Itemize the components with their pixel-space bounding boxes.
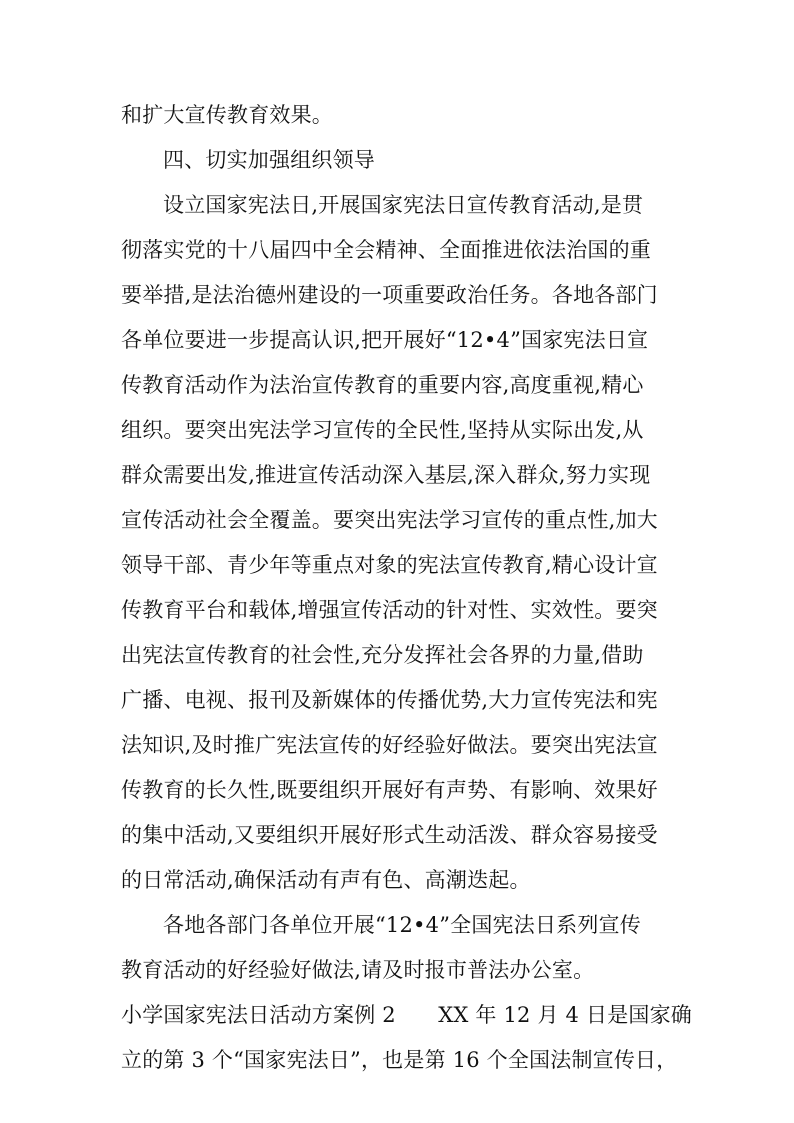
text-line-10: 宣传活动社会全覆盖。要突出宪法学习宣传的重点性,加大 (121, 508, 658, 532)
text-line-1: 和扩大宣传教育效果。 (121, 103, 333, 127)
text-line-22: 立的第 3 个“国家宪法日”，也是第 16 个全国法制宣传日， (121, 1048, 678, 1072)
text-line-14: 广播、电视、报刊及新媒体的传播优势,大力宣传宪法和宪 (121, 688, 658, 712)
text-line-9: 群众需要出发,推进宣传活动深入基层,深入群众,努力实现 (121, 463, 651, 487)
text-line-15: 法知识,及时推广宪法宣传的好经验好做法。要突出宪法宣 (121, 733, 658, 757)
text-line-17: 的集中活动,又要组织开展好形式生动活泼、群众容易接受 (121, 823, 658, 847)
text-line-11: 领导干部、青少年等重点对象的宪法宣传教育,精心设计宣 (121, 553, 658, 577)
text-line-19: 各地各部门各单位开展“12•4”全国宪法日系列宣传 (163, 913, 641, 937)
text-line-13: 出宪法宣传教育的社会性,充分发挥社会各界的力量,借助 (121, 643, 644, 667)
text-line-5: 要举措,是法治德州建设的一项重要政治任务。各地各部门 (121, 283, 658, 307)
text-line-7: 传教育活动作为法治宣传教育的重要内容,高度重视,精心 (121, 373, 644, 397)
text-line-4: 彻落实党的十八届四中全会精神、全面推进依法治国的重 (121, 238, 651, 262)
text-line-8: 组织。要突出宪法学习宣传的全民性,坚持从实际出发,从 (121, 418, 644, 442)
text-line-6: 各单位要进一步提高认识,把开展好“12•4”国家宪法日宣 (121, 328, 649, 352)
text-line-12: 传教育平台和载体,增强宣传活动的针对性、实效性。要突 (121, 598, 658, 622)
section-heading-4: 四、切实加强组织领导 (163, 148, 375, 172)
text-line-3: 设立国家宪法日,开展国家宪法日宣传教育活动,是贯 (163, 193, 644, 217)
text-line-16: 传教育的长久性,既要组织开展好有声势、有影响、效果好 (121, 778, 658, 802)
text-line-20: 教育活动的好经验好做法,请及时报市普法办公室。 (121, 958, 595, 982)
text-line-18: 的日常活动,确保活动有声有色、高潮迭起。 (121, 868, 531, 892)
text-line-21: 小学国家宪法日活动方案例 2 XX 年 12 月 4 日是国家确 (121, 1003, 692, 1027)
